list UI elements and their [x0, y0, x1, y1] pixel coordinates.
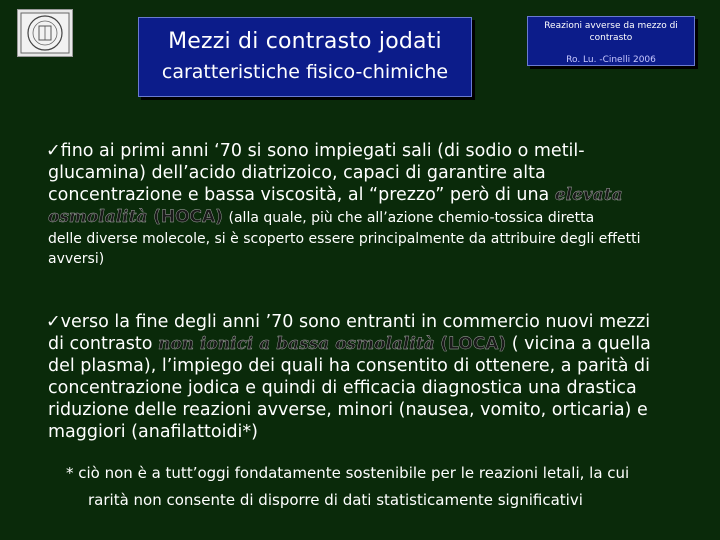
reference-title: Reazioni avverse da mezzo di contrasto	[544, 21, 678, 43]
bullet-1-text: fino ai primi anni ‘70 si sono impiegati sali (di sodio o metil-glucamina) dell’acido diatrizoico, capaci di garantire alta concentrazione e bassa viscosità, al “prezzo” però di una	[48, 141, 585, 205]
bullet-1-note-a: (alla quale, più che all’azione chemio-tossica diretta	[228, 210, 595, 226]
title-box	[138, 17, 472, 97]
bullet-1-emphasis-1: elevata	[554, 185, 623, 205]
bullet-1-note-b: delle diverse molecole, si è scoperto essere principalmente da attribuire degli effetti avversi)	[48, 231, 641, 267]
footnote-line-2: rarità non consente di disporre di dati statisticamente significativi	[88, 491, 583, 509]
reference-box	[527, 16, 695, 66]
page-title: Mezzi di contrasto jodati	[168, 29, 442, 54]
university-seal-logo	[17, 9, 73, 57]
check-bullet-icon: ✓	[46, 141, 61, 161]
bullet-2-text-b: ( vicina a quella del plasma), l’impiego dei quali ha consentito di ottenere, a parità di concentrazione jodica e quindi di efficacia diagnostica una drastica riduzione delle reazioni avverse, minori (nausea, vomito, orticaria) e maggiori (anafilattoidi*)	[48, 334, 651, 442]
bullet-2-text-a: verso la fine degli anni ’70 sono entranti in commercio nuovi mezzi di contrasto	[48, 312, 651, 354]
bullet-2-acronym: (LOCA)	[440, 334, 507, 354]
bullet-1	[48, 140, 668, 269]
bullet-1-acronym: (HOCA)	[153, 207, 223, 227]
bullet-2-emphasis: non ionici a bassa osmolalità	[157, 334, 435, 354]
page-subtitle: caratteristiche fisico-chimiche	[161, 61, 449, 83]
footnote-line-1: * ciò non è a tutt’oggi fondatamente sostenibile per le reazioni letali, la cui	[66, 464, 630, 482]
footnote	[66, 460, 686, 514]
bullet-1-emphasis-2: osmolalità	[48, 207, 148, 227]
bullet-2	[48, 311, 668, 443]
university-seal-icon	[18, 10, 72, 56]
reference-author: Ro. Lu. -Cinelli 2006	[566, 55, 656, 65]
check-bullet-icon: ✓	[46, 312, 61, 332]
